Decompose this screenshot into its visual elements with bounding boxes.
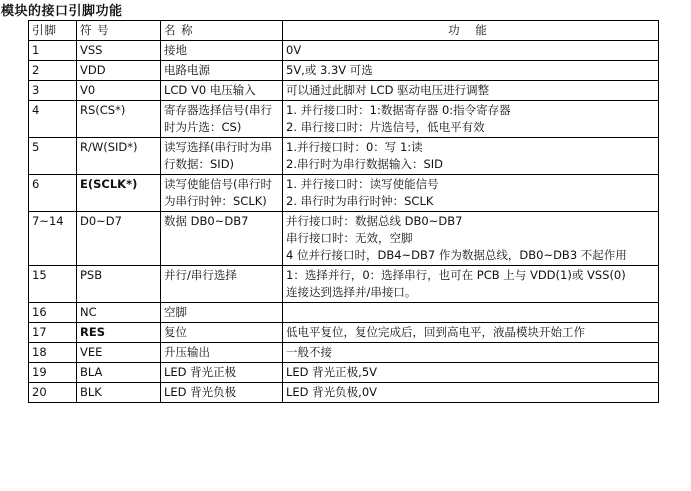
pin-name-cell	[161, 101, 283, 138]
table-header-row	[29, 21, 659, 41]
pin-function-line: 1.并行接口时：0：写 1:读	[286, 140, 423, 154]
pin-function-line: 2.串行时为串行数据输入：SID	[286, 157, 444, 171]
pin-symbol-cell: PSB	[77, 266, 161, 303]
pin-function-cell	[283, 363, 659, 383]
pin-name-text: LED 背光负极	[164, 385, 237, 399]
pin-function-line: 连接达到选择并/串接口。	[286, 285, 417, 299]
pin-function-line: 4 位并行接口时，DB4~DB7 作为数据总线，DB0~DB3 不起作用	[286, 248, 627, 262]
pin-symbol-cell: D0~D7	[77, 212, 161, 266]
pin-symbol-cell: RS(CS*)	[77, 101, 161, 138]
pin-name-text: LED 背光正极	[164, 365, 237, 379]
pin-name-text: 电路电源	[164, 63, 210, 77]
section-title: 模块的接口引脚功能	[1, 4, 123, 19]
pin-number-cell: 18	[29, 343, 77, 363]
pin-name-cell	[161, 383, 283, 403]
pin-function-line: 0V	[286, 43, 302, 57]
table-row	[29, 175, 659, 212]
pin-name-text: 复位	[164, 325, 187, 339]
pin-number-cell: 20	[29, 383, 77, 403]
table-row	[29, 266, 659, 303]
pin-function-line: 一般不接	[286, 345, 332, 359]
header-pin: 引脚	[29, 21, 77, 41]
pin-symbol-cell: V0	[77, 81, 161, 101]
pin-number-cell: 5	[29, 138, 77, 175]
pin-name-text: 读写使能信号(串行时为串行时钟：SCLK)	[164, 177, 272, 208]
pin-number-cell: 7~14	[29, 212, 77, 266]
pin-function-line: 并行接口时：数据总线 DB0~DB7	[286, 214, 463, 228]
pin-symbol-cell: R/W(SID*)	[77, 138, 161, 175]
pin-name-cell	[161, 61, 283, 81]
pin-name-text: 读写选择(串行时为串行数据：SID)	[164, 140, 272, 171]
pin-function-cell	[283, 61, 659, 81]
pin-number-cell: 3	[29, 81, 77, 101]
pin-name-cell	[161, 363, 283, 383]
pin-function-cell	[283, 41, 659, 61]
pin-function-line: 低电平复位，复位完成后，回到高电平，液晶模块开始工作	[286, 325, 585, 339]
pin-symbol-cell: BLA	[77, 363, 161, 383]
pin-name-cell	[161, 343, 283, 363]
pin-function-line: 2. 串行时为串行时钟：SCLK	[286, 194, 434, 208]
pin-number-cell: 1	[29, 41, 77, 61]
pin-function-line: 2. 串行接口时：片选信号，低电平有效	[286, 120, 485, 134]
table-body	[29, 41, 659, 403]
pin-symbol-cell: RES	[77, 323, 161, 343]
pin-number-cell: 2	[29, 61, 77, 81]
pin-name-cell	[161, 41, 283, 61]
pin-symbol-cell: BLK	[77, 383, 161, 403]
pin-name-cell	[161, 81, 283, 101]
pin-function-cell	[283, 383, 659, 403]
pin-function-cell	[283, 266, 659, 303]
table-row	[29, 323, 659, 343]
pin-function-line: 可以通过此脚对 LCD 驱动电压进行调整	[286, 83, 490, 97]
table-row	[29, 138, 659, 175]
table-row	[29, 383, 659, 403]
pin-function-line: LED 背光负极,0V	[286, 385, 378, 399]
pin-symbol-cell: VSS	[77, 41, 161, 61]
pin-function-line: 1：选择并行，0：选择串行，也可在 PCB 上与 VDD(1)或 VSS(0)	[286, 268, 626, 282]
pin-name-cell	[161, 212, 283, 266]
pin-name-cell	[161, 323, 283, 343]
table-row	[29, 81, 659, 101]
pin-name-cell	[161, 138, 283, 175]
pin-number-cell: 19	[29, 363, 77, 383]
pin-symbol-cell: VEE	[77, 343, 161, 363]
pin-function-line	[286, 304, 655, 321]
pin-name-text: 接地	[164, 43, 187, 57]
header-name: 名 称	[161, 21, 283, 41]
pin-function-cell	[283, 175, 659, 212]
table-row	[29, 363, 659, 383]
pin-symbol-cell: NC	[77, 303, 161, 323]
pin-function-line: 1. 并行接口时：1:数据寄存器 0:指令寄存器	[286, 103, 511, 117]
header-symbol: 符 号	[77, 21, 161, 41]
pin-function-line: LED 背光正极,5V	[286, 365, 378, 379]
table-row	[29, 101, 659, 138]
table-row	[29, 61, 659, 81]
pin-name-text: 数据 DB0~DB7	[164, 214, 249, 228]
pin-symbol-cell: VDD	[77, 61, 161, 81]
pin-function-line: 串行接口时：无效，空脚	[286, 231, 413, 245]
pin-name-cell	[161, 266, 283, 303]
pin-number-cell: 6	[29, 175, 77, 212]
pin-function-cell	[283, 81, 659, 101]
pin-function-cell	[283, 101, 659, 138]
pin-function-cell	[283, 343, 659, 363]
pin-function-line: 1. 并行接口时：读写使能信号	[286, 177, 439, 191]
pin-name-text: 升压输出	[164, 345, 210, 359]
pin-function-cell	[283, 303, 659, 323]
pin-function-table	[28, 20, 659, 403]
pin-number-cell: 16	[29, 303, 77, 323]
pin-symbol-cell: E(SCLK*)	[77, 175, 161, 212]
pin-name-text: 寄存器选择信号(串行时为片选：CS)	[164, 103, 272, 134]
pin-number-cell: 4	[29, 101, 77, 138]
pin-function-cell	[283, 138, 659, 175]
pin-name-text: 空脚	[164, 305, 187, 319]
table-row	[29, 303, 659, 323]
pin-name-text: LCD V0 电压输入	[164, 83, 256, 97]
pin-name-cell	[161, 303, 283, 323]
pin-number-cell: 17	[29, 323, 77, 343]
pin-function-cell	[283, 212, 659, 266]
table-row	[29, 343, 659, 363]
header-function: 功 能	[283, 21, 659, 41]
pin-name-cell	[161, 175, 283, 212]
pin-function-cell	[283, 323, 659, 343]
table-row	[29, 212, 659, 266]
pin-function-line: 5V,或 3.3V 可选	[286, 63, 373, 77]
pin-name-text: 并行/串行选择	[164, 268, 237, 282]
table-row	[29, 41, 659, 61]
pin-number-cell: 15	[29, 266, 77, 303]
